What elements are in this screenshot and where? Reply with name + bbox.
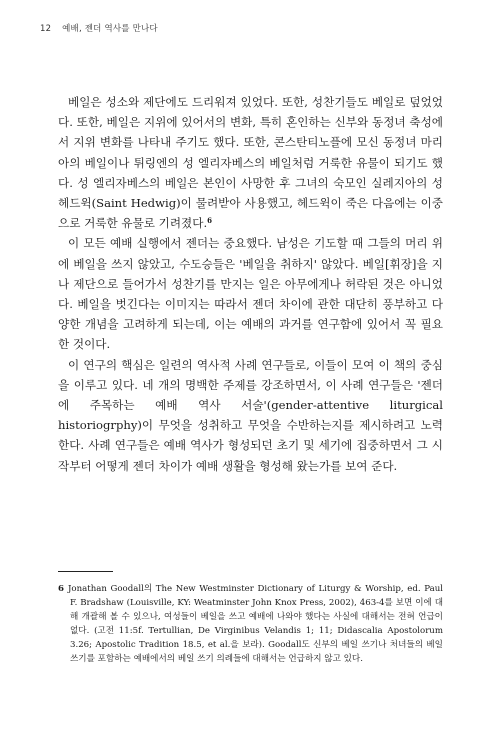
paragraph: [58, 355, 443, 476]
body-text: [58, 92, 443, 476]
paragraph-text: 이 연구의 핵심은 일련의 역사적 사례 연구들로, 이들이 모여 이 책의 중심을 이루고 있다. 네 개의 명백한 주제를 강조하면서, 이 사례 연구들은 '젠더에 주목하는 예배 역사 서술'(gender-attentive liturgical historiogrphy)이 무엇을 성취하고 무엇을 수반하는지를 제시하려고 노력한다. 사례 연구들은 예배 역사가 형성되던 초기 및 세기에 집중하면서 그 시작부터 어떻게 젠더 차이가 예배 생활을 형성해 왔는가를 보여 준다.: [58, 357, 443, 473]
paragraph-text: 베일은 성소와 제단에도 드리워져 있었다. 또한, 성찬기들도 베일로 덮었었다. 또한, 베일은 지위에 있어서의 변화, 특히 혼인하는 신부와 동정녀 축성에서 지위 변화를 나타내 주기도 했다. 또한, 콘스탄티노플에 모신 동정녀 마리아의 베일이나 튀링엔의 성 엘리자베스의 베일처럼 거룩한 유물이 되기도 했다. 성 엘리자베스의 베일은 본인이 사망한 후 그녀의 숙모인 실레지아의 성 헤드윅(Saint Hedwig)이 물려받아 사용했고, 헤드윅이 죽은 다음에는 이중으로 거룩한 유물로 기려졌다.: [58, 95, 443, 231]
footnote-divider: [58, 571, 113, 572]
footnote-text: Jonathan Goodall의 The New Westminster Dictionary of Liturgy & Worship, ed. Paul F. Bradshaw (Louisville, KY: Weatminster John Knox Press, 2002), 463-4를 보면 이에 대해 개괄해 볼 수 있으나, 여성들이 베일을 쓰고 예배에 나와야 했다는 사실에 대해서는 전혀 언급이 없다. (고전 11:5f. Tertullian, De Virginibus Velandis 1; 11; Didascalia Apostolorum 3.26; Apostolic Tradition 18.5, et al.을 보라). Goodall도 신부의 베일 쓰기나 처녀들의 베일 쓰기를 포함하는 예배에서의 베일 쓰기 의례들에 대해서는 언급하지 않고 있다.: [67, 584, 443, 665]
running-title: 예배, 젠더 역사를 만나다: [62, 24, 158, 34]
paragraph: [58, 92, 443, 233]
paragraph-text: 이 모든 예배 실행에서 젠더는 중요했다. 남성은 기도할 때 그들의 머리 위에 베일을 쓰지 않았고, 수도승들은 '베일을 취하지' 않았다. 베일[휘장]을 지나 제단으로 들어가서 성찬기를 만지는 일은 아무에게나 허락된 것은 아니었다. 베일을 벗긴다는 이미지는 따라서 젠더 차이에 관한 대단히 풍부하고 다양한 개념을 고려하게 되는데, 이는 예배의 과거를 연구함에 있어서 꼭 필요한 것이다.: [58, 236, 443, 352]
running-head: [40, 22, 158, 34]
page-number: 12: [40, 24, 52, 34]
footnote: [58, 582, 443, 667]
footnote-reference[interactable]: 6: [207, 216, 213, 226]
paragraph: [58, 233, 443, 354]
footnote-number: 6: [58, 584, 64, 594]
